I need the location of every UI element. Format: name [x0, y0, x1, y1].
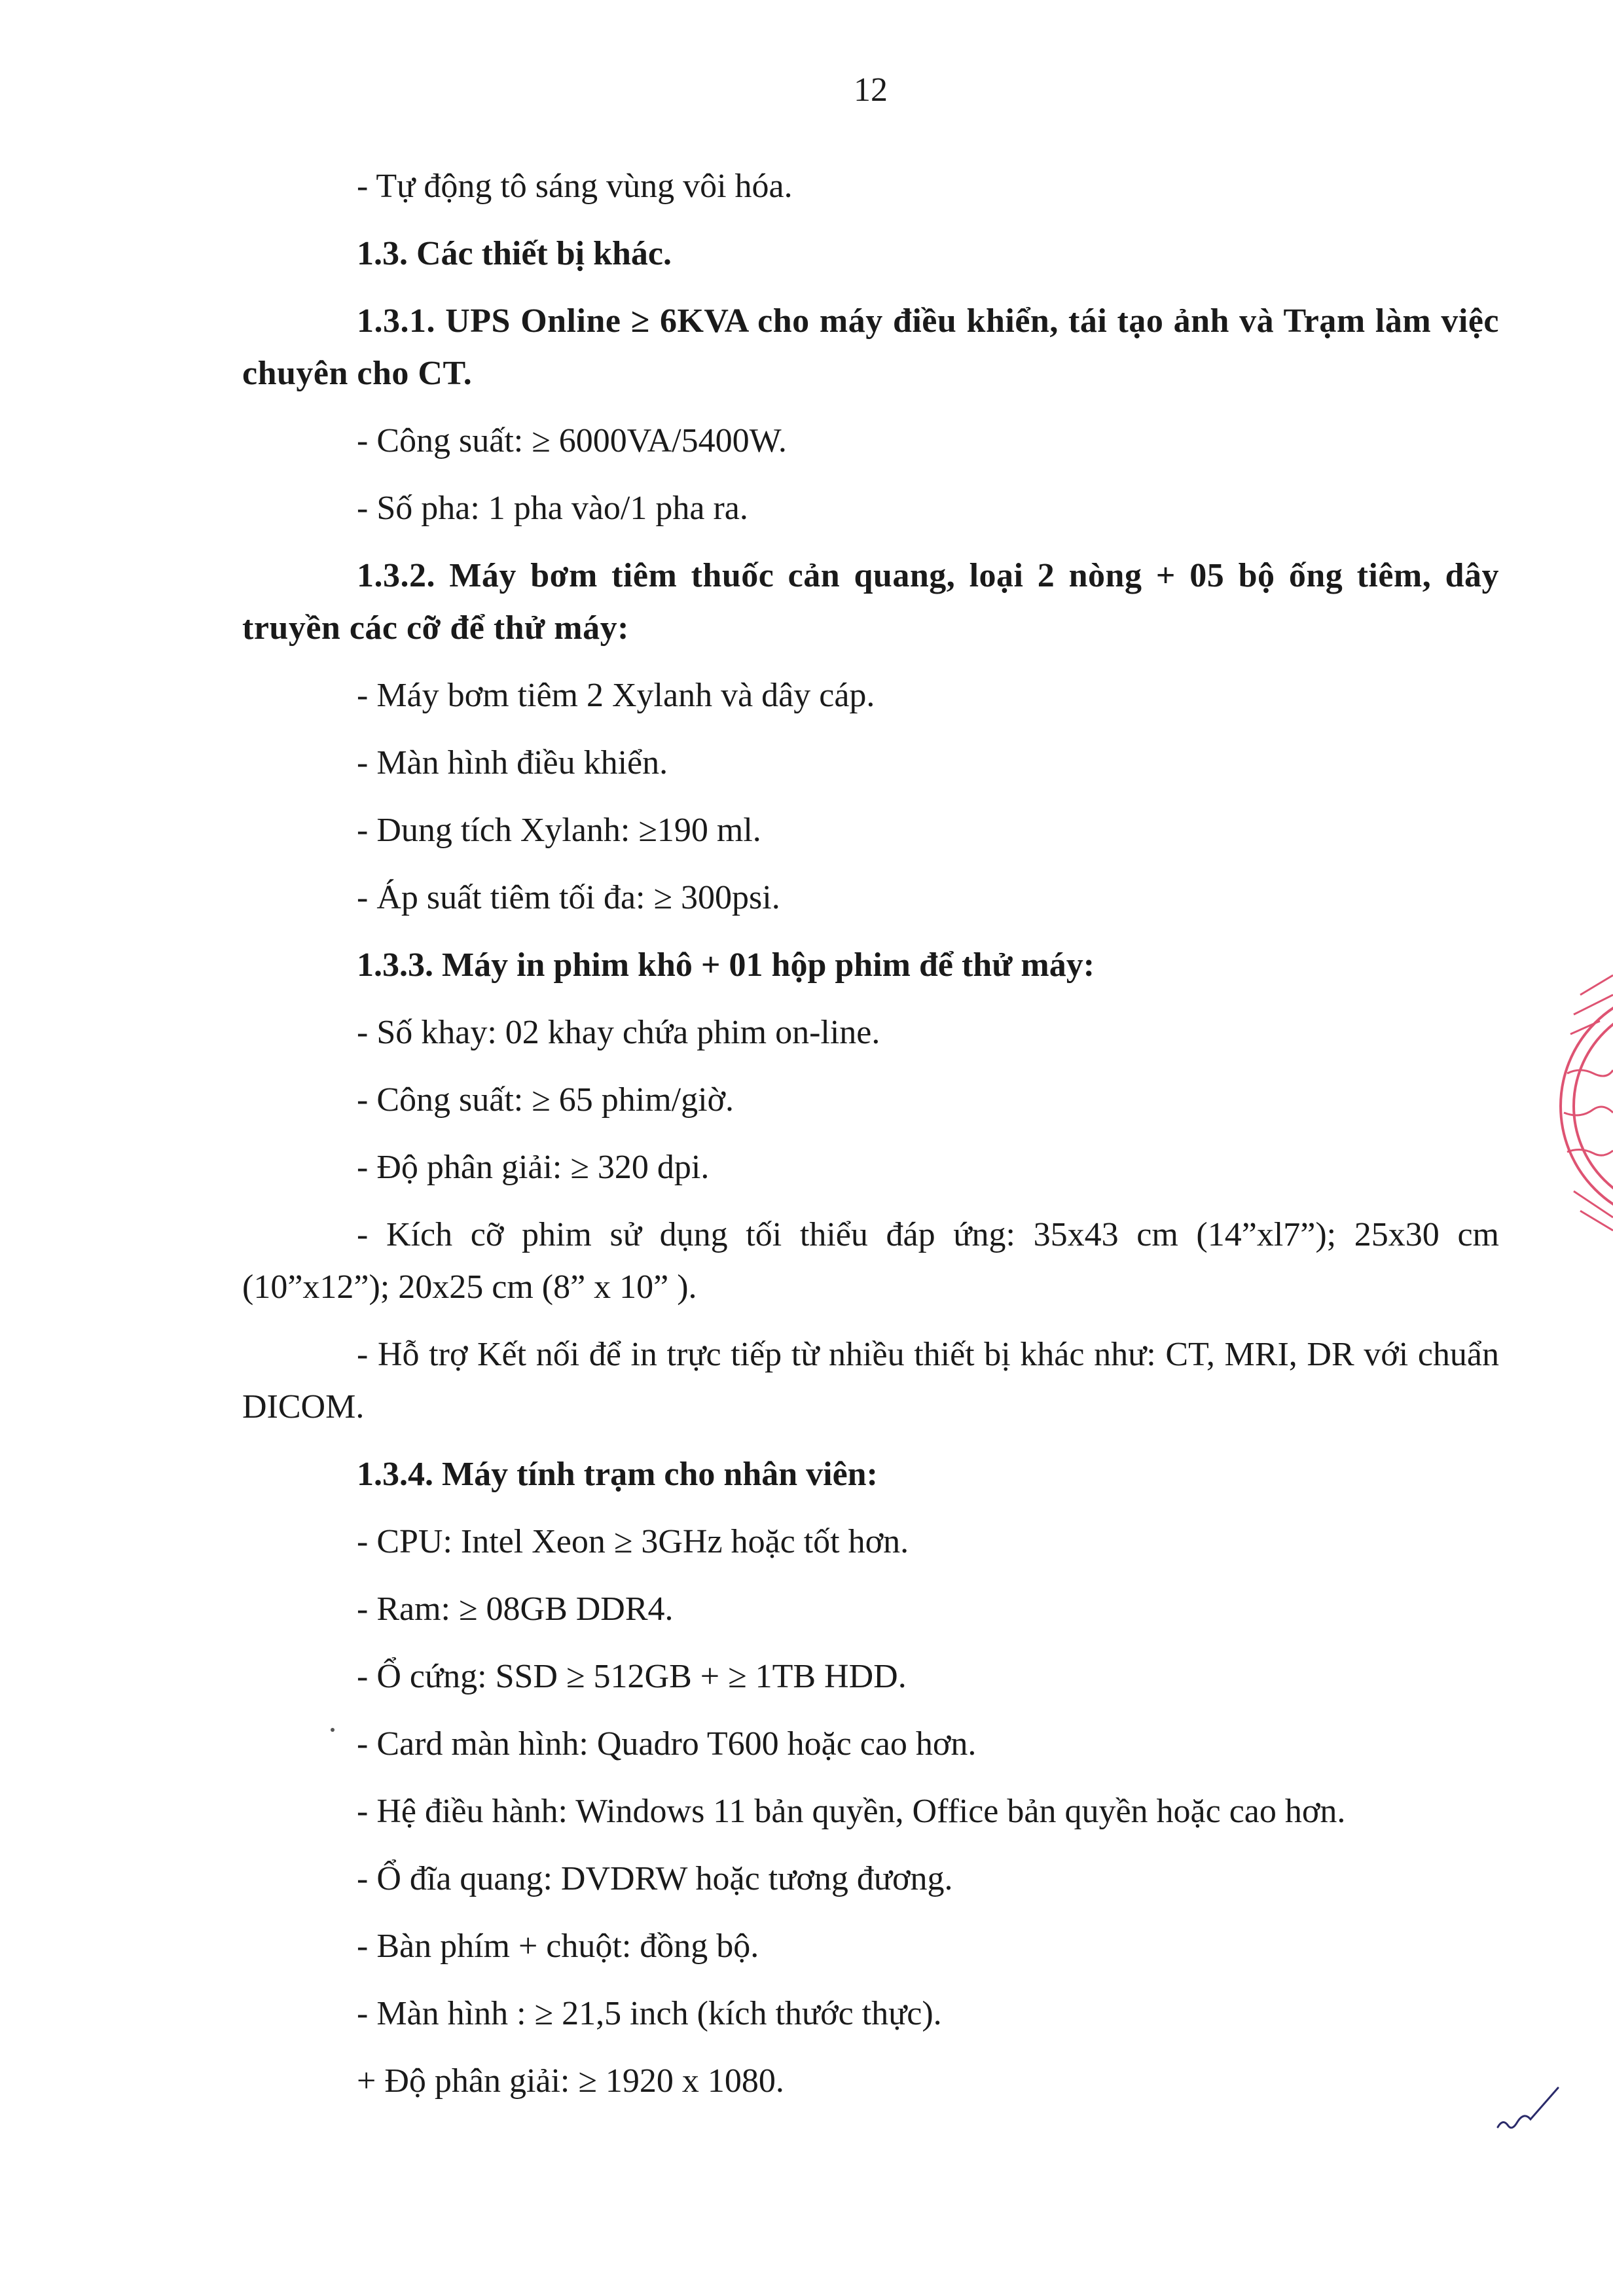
list-item: - Độ phân giải: ≥ 320 dpi.	[357, 1149, 710, 1186]
list-item: - Máy bơm tiêm 2 Xylanh và dây cáp.	[357, 677, 875, 714]
list-item: - Hệ điều hành: Windows 11 bản quyền, Office bản quyền hoặc cao hơn.	[357, 1793, 1346, 1830]
list-item: - Ổ cứng: SSD ≥ 512GB + ≥ 1TB HDD.	[357, 1658, 907, 1695]
list-item: + Độ phân giải: ≥ 1920 x 1080.	[357, 2062, 784, 2100]
section-heading-1-3-2: 1.3.2. Máy bơm tiêm thuốc cản quang, loại 2 nòng + 05 bộ ống tiêm, dây truyền các cỡ để thử máy:	[242, 557, 1499, 647]
list-item: - Công suất: ≥ 6000VA/5400W.	[357, 422, 787, 459]
list-item: - Bàn phím + chuột: đồng bộ.	[357, 1928, 759, 1965]
section-heading-1-3-4: 1.3.4. Máy tính trạm cho nhân viên:	[357, 1456, 878, 1493]
scan-speck	[331, 1728, 335, 1732]
list-item: - Số khay: 02 khay chứa phim on-line.	[357, 1014, 880, 1051]
handwritten-initial-icon	[1493, 2081, 1565, 2140]
section-heading-1-3-3: 1.3.3. Máy in phim khô + 01 hộp phim để thử máy:	[357, 946, 1095, 984]
list-item: - Ram: ≥ 08GB DDR4.	[357, 1590, 674, 1628]
paragraph-film-sizes: - Kích cỡ phim sử dụng tối thiểu đáp ứng: 35x43 cm (14”xl7”); 25x30 cm (10”x12”); 20x25 cm (8” x 10” ).	[242, 1216, 1499, 1306]
list-item: - Màn hình điều khiển.	[357, 744, 668, 781]
list-item: - Dung tích Xylanh: ≥190 ml.	[357, 812, 761, 849]
list-item: - Màn hình : ≥ 21,5 inch (kích thước thực).	[357, 1995, 942, 2032]
section-heading-1-3: 1.3. Các thiết bị khác.	[357, 235, 672, 272]
red-seal-stamp-icon	[1554, 969, 1613, 1244]
paragraph-dicom-support: - Hỗ trợ Kết nối để in trực tiếp từ nhiều thiết bị khác như: CT, MRI, DR với chuẩn DICOM.	[242, 1336, 1499, 1426]
list-item: - Tự động tô sáng vùng vôi hóa.	[357, 168, 793, 205]
list-item: - Card màn hình: Quadro T600 hoặc cao hơn.	[357, 1725, 977, 1763]
document-body	[242, 160, 1499, 2123]
list-item: - CPU: Intel Xeon ≥ 3GHz hoặc tốt hơn.	[357, 1523, 909, 1560]
page-number: 12	[854, 71, 888, 109]
list-item: - Ổ đĩa quang: DVDRW hoặc tương đương.	[357, 1860, 953, 1897]
list-item: - Số pha: 1 pha vào/1 pha ra.	[357, 490, 748, 527]
list-item: - Công suất: ≥ 65 phim/giờ.	[357, 1081, 734, 1119]
section-heading-1-3-1: 1.3.1. UPS Online ≥ 6KVA cho máy điều khiển, tái tạo ảnh và Trạm làm việc chuyên cho CT.	[242, 302, 1499, 392]
list-item: - Áp suất tiêm tối đa: ≥ 300psi.	[357, 879, 780, 916]
